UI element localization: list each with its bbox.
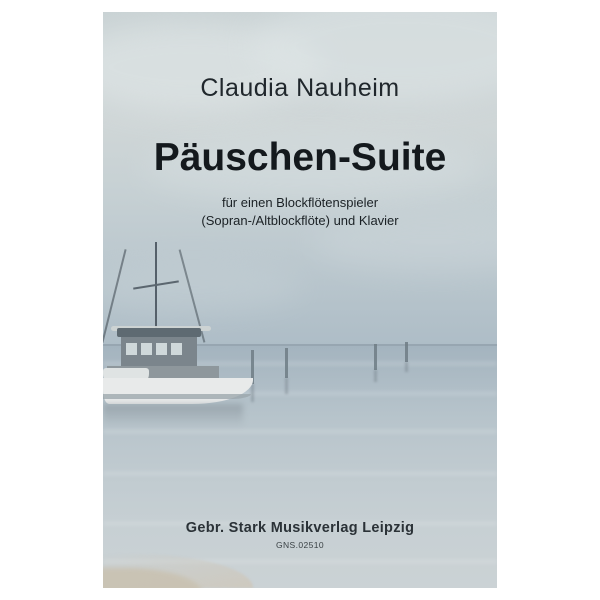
work-title: Päuschen-Suite: [153, 136, 447, 179]
cover-artwork: [103, 12, 497, 588]
pole-reflection: [285, 378, 288, 394]
water-streak: [103, 430, 497, 433]
hull-stripe: [103, 394, 251, 399]
moored-boat: [103, 242, 273, 422]
cabin-window: [156, 343, 167, 355]
boat-reflection: [103, 404, 243, 426]
pole-reflection: [374, 370, 377, 382]
publisher-name: Gebr. Stark Musikverlag Leipzig: [185, 520, 415, 536]
cabin-roof: [117, 328, 201, 337]
cabin-window: [126, 343, 137, 355]
work-subtitle: [103, 194, 497, 230]
cabin-window: [141, 343, 152, 355]
composer-name: Claudia Nauheim: [200, 74, 400, 102]
water-pole: [374, 344, 377, 370]
boat-hull: [103, 378, 253, 404]
pole-reflection: [405, 362, 408, 372]
water-streak: [103, 472, 497, 475]
cabin-window: [171, 343, 182, 355]
subtitle-line-2: (Sopran-/Altblockflöte) und Klavier: [201, 213, 399, 228]
water-pole: [285, 348, 288, 378]
plate-number: GNS.02510: [275, 540, 325, 550]
subtitle-line-1: für einen Blockflötenspieler: [221, 195, 379, 210]
water-pole: [405, 342, 408, 362]
